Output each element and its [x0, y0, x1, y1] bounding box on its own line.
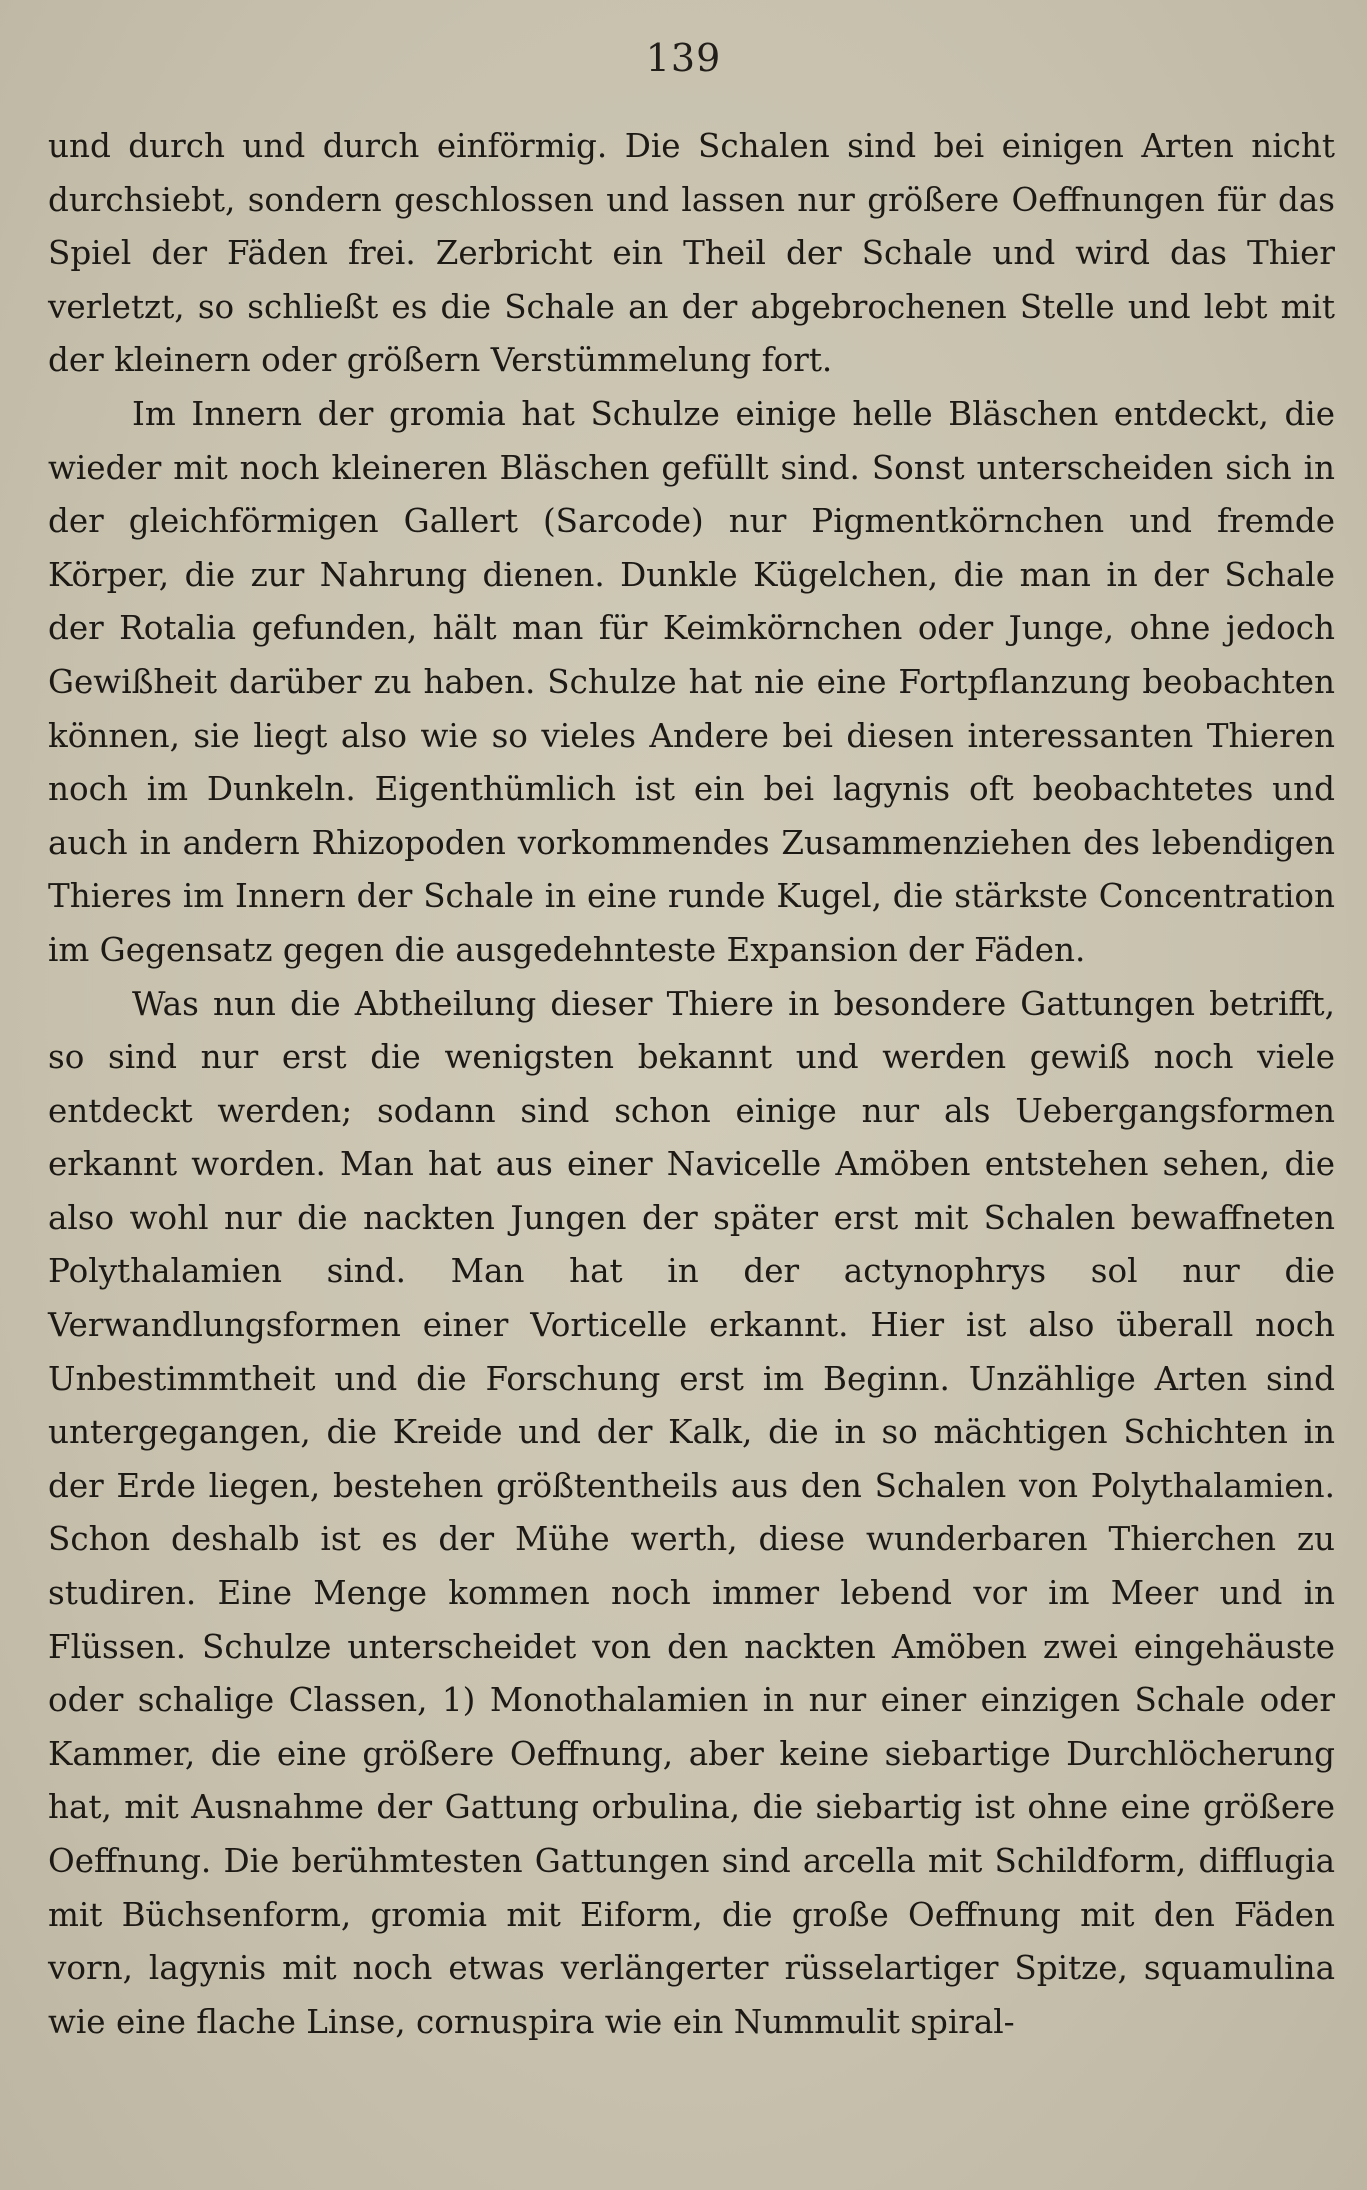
body-text: [48, 120, 1335, 2049]
paragraph-2: Im Innern der gromia hat Schulze einige helle Bläschen entdeckt, die wieder mit noch kleineren Bläschen gefüllt sind. Sonst unterscheiden sich in der gleichförmigen Gallert (Sarcode) nur Pigmentkörnchen und fremde Körper, die zur Nahrung dienen. Dunkle Kügelchen, die man in der Schale der Rotalia gefunden, hält man für Keimkörnchen oder Junge, ohne jedoch Gewißheit darüber zu haben. Schulze hat nie eine Fortpflanzung beobachten können, sie liegt also wie so vieles Andere bei diesen interessanten Thieren noch im Dunkeln. Eigenthümlich ist ein bei lagynis oft beobachtetes und auch in andern Rhizopoden vorkommendes Zusammenziehen des lebendigen Thieres im Innern der Schale in eine runde Kugel, die stärkste Concentration im Gegensatz gegen die ausgedehnteste Expansion der Fäden.: [48, 394, 1335, 969]
paragraph-3: Was nun die Abtheilung dieser Thiere in besondere Gattungen betrifft, so sind nur erst die wenigsten bekannt und werden gewiß noch viele entdeckt werden; sodann sind schon einige nur als Uebergangsformen erkannt worden. Man hat aus einer Navicelle Amöben entstehen sehen, die also wohl nur die nackten Jungen der später erst mit Schalen bewaffneten Polythalamien sind. Man hat in der actynophrys sol nur die Verwandlungsformen einer Vorticelle erkannt. Hier ist also überall noch Unbestimmtheit und die Forschung erst im Beginn. Unzählige Arten sind untergegangen, die Kreide und der Kalk, die in so mächtigen Schichten in der Erde liegen, bestehen größtentheils aus den Schalen von Polythalamien. Schon deshalb ist es der Mühe werth, diese wunderbaren Thierchen zu studiren. Eine Menge kommen noch immer lebend vor im Meer und in Flüssen. Schulze unterscheidet von den nackten Amöben zwei eingehäuste oder schalige Classen, 1) Monothalamien in nur einer einzigen Schale oder Kammer, die eine größere Oeffnung, aber keine siebartige Durchlöcherung hat, mit Ausnahme der Gattung orbulina, die siebartig ist ohne eine größere Oeffnung. Die berühmtesten Gattungen sind arcella mit Schildform, difflugia mit Büchsenform, gromia mit Eiform, die große Oeffnung mit den Fäden vorn, lagynis mit noch etwas verlängerter rüsselartiger Spitze, squamulina wie eine flache Linse, cornuspira wie ein Nummulit spiral-: [48, 984, 1335, 2041]
paragraph-1: und durch und durch einförmig. Die Schalen sind bei einigen Arten nicht durchsiebt, sondern geschlossen und lassen nur größere Oeffnungen für das Spiel der Fäden frei. Zerbricht ein Theil der Schale und wird das Thier verletzt, so schließt es die Schale an der abgebrochenen Stelle und lebt mit der kleinern oder größern Verstümmelung fort.: [48, 127, 1335, 380]
page-number: 139: [645, 36, 722, 80]
